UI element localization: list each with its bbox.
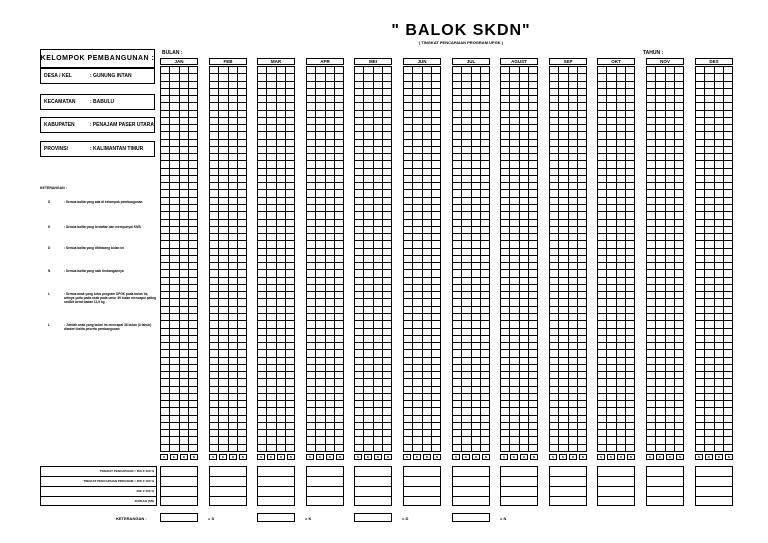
month-grid [549, 66, 587, 451]
month-grid [452, 66, 490, 451]
snd-label: S [500, 454, 508, 460]
snd-label: N [725, 454, 733, 460]
page-subtitle: ( TINGKAT PENCAPAIAN PROGRAM UPGK ) [418, 40, 504, 45]
snd-label: K [607, 454, 615, 460]
kabupaten-label: KABUPATEN [44, 122, 75, 128]
snd-label: K [170, 454, 178, 460]
snd-labels [403, 454, 441, 460]
month-column [354, 58, 392, 461]
snd-label: S [403, 454, 411, 460]
page-title: " BALOK SKDN" [391, 22, 531, 39]
snd-label: D [666, 454, 674, 460]
month-header: OKT [597, 58, 635, 65]
keterangan-item: D : Semua balita yang ditimbang bulan ini [48, 246, 125, 250]
snd-label: D [520, 454, 528, 460]
summary-row-label: TINGKAT PENCAPAIAN PROGRAM = D/S X 100 % [83, 479, 154, 483]
kecamatan-box [40, 94, 155, 110]
month-header: DES [695, 58, 733, 65]
snd-label: D [617, 454, 625, 460]
snd-label: S [549, 454, 557, 460]
legend-swatch [160, 513, 198, 522]
snd-label: S [452, 454, 460, 460]
snd-label: N [287, 454, 295, 460]
snd-label: D [326, 454, 334, 460]
snd-label: S [354, 454, 362, 460]
legend-swatch [257, 513, 295, 522]
snd-label: D [423, 454, 431, 460]
legend-label: = N [500, 516, 507, 521]
provinsi-label: PROVINSI [44, 146, 68, 152]
kabupaten-box [40, 117, 155, 133]
snd-labels [160, 454, 198, 460]
keterangan-item: L : Jumlah anak yang bulan ini mencapai 36 bulan (3 tahun) dianteri balita peserta pembangunan [48, 323, 152, 331]
snd-label: S [597, 454, 605, 460]
kecamatan-label: KECAMATAN [44, 99, 76, 105]
snd-label: K [364, 454, 372, 460]
snd-label: D [472, 454, 480, 460]
month-column [597, 58, 635, 461]
snd-label: K [413, 454, 421, 460]
month-header: JAN [160, 58, 198, 65]
legend-swatch [452, 513, 490, 522]
snd-labels [646, 454, 684, 460]
kecamatan-value: : BABULU [90, 99, 115, 105]
desa-value: : GUNUNG INTAN [90, 73, 132, 79]
bulan-label: BULAN : [162, 50, 183, 56]
snd-label: N [190, 454, 198, 460]
snd-label: S [306, 454, 314, 460]
month-grid [306, 66, 344, 451]
snd-labels [257, 454, 295, 460]
keterangan-item: K : Semua balita yang terdaftar dan mempunyai KMS [48, 225, 141, 229]
snd-label: K [462, 454, 470, 460]
month-grid [500, 66, 538, 451]
month-header: JUN [403, 58, 441, 65]
month-column [257, 58, 295, 461]
snd-label: K [705, 454, 713, 460]
snd-label: S [695, 454, 703, 460]
month-header: JUL [452, 58, 490, 65]
month-column [452, 58, 490, 461]
month-column [306, 58, 344, 461]
month-header: APR [306, 58, 344, 65]
month-header: MEI [354, 58, 392, 65]
month-column [549, 58, 587, 461]
month-grid [160, 66, 198, 451]
desa-box [40, 68, 155, 84]
summary-row-label: D/K X 100 % [136, 489, 154, 493]
snd-label: D [180, 454, 188, 460]
summary-keterangan-label: KETERANGAN : [116, 516, 147, 521]
tahun-label: TAHUN : [643, 50, 664, 56]
keterangan-item: L : Semua anak yang lulus program UPGK pada bulan ini, artinya yaitu pada anak pada umur 36 bulan mencapai paling sedikit berat badan 11,5 kg [48, 292, 157, 304]
snd-labels [452, 454, 490, 460]
provinsi-value: : KALIMANTAN TIMUR [90, 146, 144, 152]
snd-labels [306, 454, 344, 460]
snd-label: S [646, 454, 654, 460]
snd-label: N [482, 454, 490, 460]
keterangan-title: KETERANGAN : [40, 186, 67, 190]
snd-label: D [569, 454, 577, 460]
snd-label: K [219, 454, 227, 460]
snd-label: D [715, 454, 723, 460]
legend-label: = D [402, 516, 409, 521]
kabupaten-value: : PENAJAM PASER UTARA [89, 122, 154, 128]
snd-label: N [579, 454, 587, 460]
month-grid [354, 66, 392, 451]
month-header: MAR [257, 58, 295, 65]
snd-label: K [656, 454, 664, 460]
snd-label: D [277, 454, 285, 460]
snd-label: S [160, 454, 168, 460]
snd-label: S [257, 454, 265, 460]
summary-row-label: JUMLAH (SN) [134, 499, 154, 503]
month-column [646, 58, 684, 461]
snd-label: N [676, 454, 684, 460]
kelompok-label: KELOMPOK PEMBANGUNAN : [40, 55, 155, 62]
month-header: NOV [646, 58, 684, 65]
summary-row-label: TINGKAT PENCAPAIAN = D/S X 100 % [99, 469, 154, 473]
snd-label: K [510, 454, 518, 460]
month-grid [646, 66, 684, 451]
month-header: FEB [209, 58, 247, 65]
month-grid [695, 66, 733, 451]
snd-label: K [559, 454, 567, 460]
keterangan-item: S : Semua balita yang ada di kelompok pembangunan [48, 200, 143, 204]
snd-label: N [384, 454, 392, 460]
snd-labels [695, 454, 733, 460]
snd-label: D [229, 454, 237, 460]
snd-labels [354, 454, 392, 460]
month-column [500, 58, 538, 461]
snd-labels [500, 454, 538, 460]
month-header: AGUST [500, 58, 538, 65]
month-grid [209, 66, 247, 451]
month-header: SEP [549, 58, 587, 65]
legend-label: = S [208, 516, 215, 521]
snd-label: K [267, 454, 275, 460]
snd-label: D [374, 454, 382, 460]
snd-label: N [530, 454, 538, 460]
month-column [160, 58, 198, 461]
snd-label: N [336, 454, 344, 460]
month-grid [257, 66, 295, 451]
snd-label: N [433, 454, 441, 460]
keterangan-item: N : Semua balita yang naik timbangannya [48, 269, 124, 273]
month-column [209, 58, 247, 461]
provinsi-box [40, 141, 155, 157]
desa-label: DESA / KEL [44, 73, 72, 79]
snd-labels [549, 454, 587, 460]
snd-label: N [239, 454, 247, 460]
snd-labels [597, 454, 635, 460]
legend-label: = K [305, 516, 312, 521]
snd-label: S [209, 454, 217, 460]
snd-label: K [316, 454, 324, 460]
snd-labels [209, 454, 247, 460]
snd-label: N [627, 454, 635, 460]
month-grid [597, 66, 635, 451]
kelompok-box [40, 49, 155, 68]
month-grid [403, 66, 441, 451]
month-column [695, 58, 733, 461]
month-column [403, 58, 441, 461]
legend-swatch [354, 513, 392, 522]
